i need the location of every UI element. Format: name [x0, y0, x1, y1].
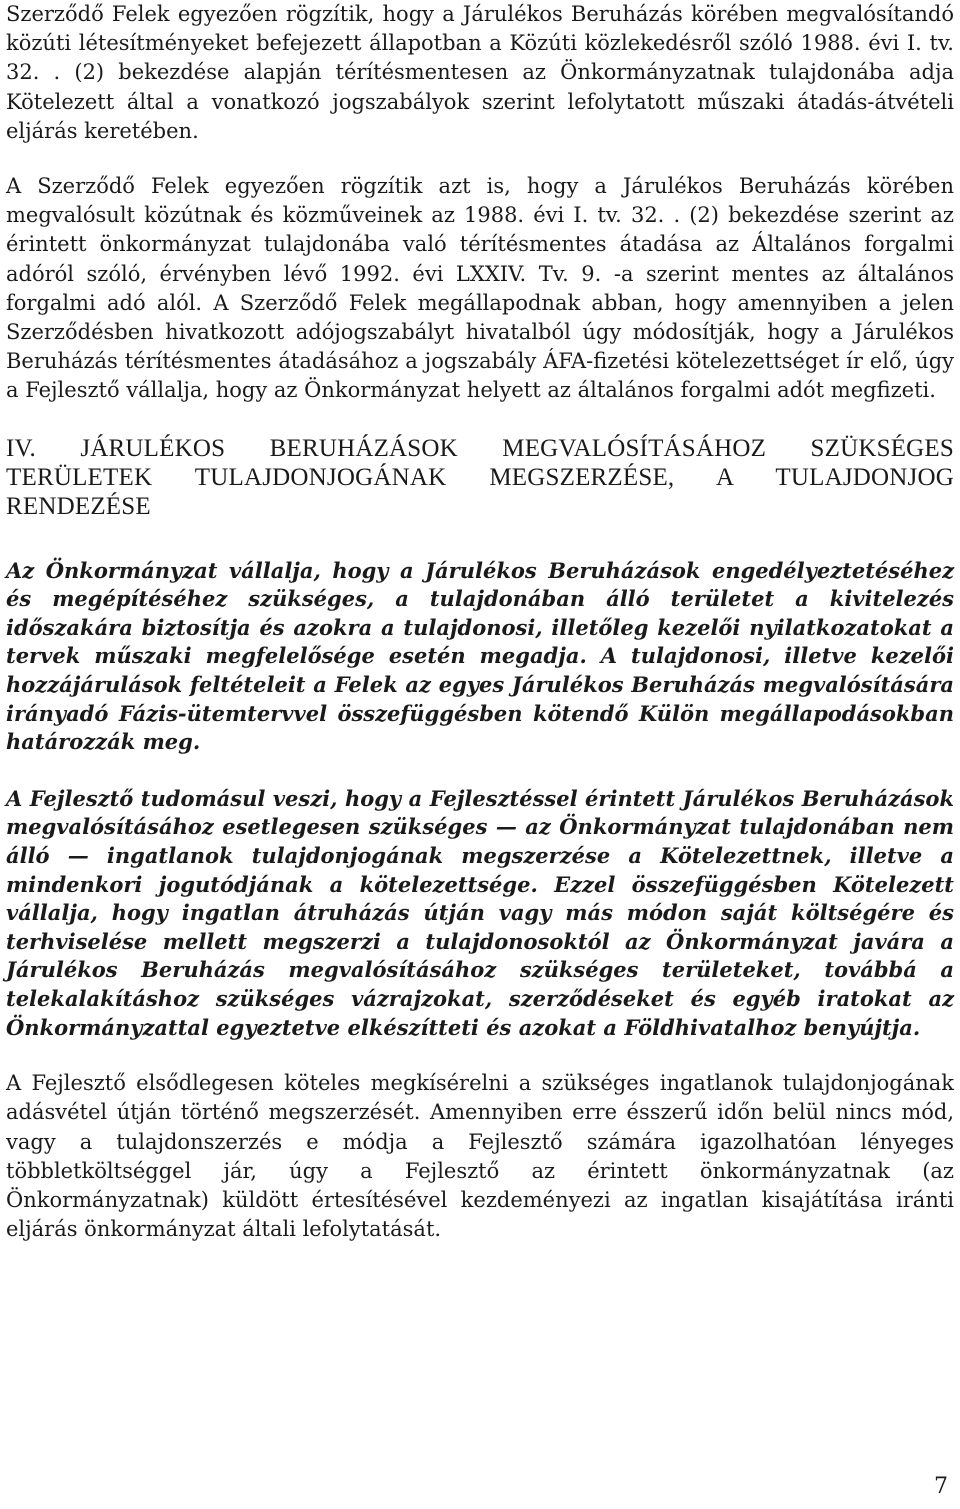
document-page: [6, 0, 954, 1244]
paragraph-acquisition-procedure: A Fejlesztő elsődlegesen köteles megkísérelni a szükséges ingatlanok tulajdonjogának adásvétel útján történő megszerzését. Amennyiben erre ésszerű időn belül nincs mód, vagy a tulajdonszerzés e módja a Fejlesztő számára igazolhatóan lényeges többletköltséggel jár, úgy a Fejlesztő az érintett önkormányzatnak (az Önkormányzatnak) küldött értesítésével kezdeményezi az ingatlan kisajátítása iránti eljárás önkormányzat általi lefolytatását.: [6, 1071, 954, 1242]
paragraph-municipality-obligations: Az Önkormányzat vállalja, hogy a Járulékos Beruházások engedélyeztetéséhez és megépítéséhez szükséges, a tulajdonában álló területet a kivitelezés időszakára biztosítja és azokra a tulajdonosi, illetőleg kezelői nyilatkozatokat a tervek műszaki megfelelősége esetén megadja. A tulajdonosi, illetve kezelői hozzájárulások feltételeit a Felek az egyes Járulékos Beruházás megvalósítására irányadó Fázis-ütemtervvel összefüggésben kötendő Külön megállapodásokban határozzák meg.: [6, 557, 954, 755]
section-heading-iv: IV. JÁRULÉKOS BERUHÁZÁSOK MEGVALÓSÍTÁSÁHOZ SZÜKSÉGES TERÜLETEK TULAJDONJOGÁNAK MEGSZERZÉSE, A TULAJDONJOG RENDEZÉSE: [6, 434, 954, 520]
paragraph-developer-acknowledgement: A Fejlesztő tudomásul veszi, hogy a Fejlesztéssel érintett Járulékos Beruházások megvalósításához esetlegesen szükséges — az Önkormányzat tulajdonában nem álló — ingatlanok tulajdonjogának megszerzése a Kötelezettnek, illetve a mindenkori jogutódjának a kötelezettsége. Ezzel összefüggésben Kötelezett vállalja, hogy ingatlan átruházás útján vagy más módon saját költségére és terhviselése mellett megszerzi a tulajdonosoktól az Önkormányzat javára a Járulékos Beruházás megvalósításához szükséges területeket, továbbá a telekalakításhoz szükséges vázrajzokat, szerződéseket és egyéb iratokat az Önkormányzattal egyeztetve elkészítteti és azokat a Földhivatalhoz benyújtja.: [6, 785, 954, 1040]
paragraph-vat-exemption: A Szerződő Felek egyezően rögzítik azt is, hogy a Járulékos Beruházás körében megvalósult közútnak és közműveinek az 1988. évi I. tv. 32. . (2) bekezdése szerint az érintett önkormányzat tulajdonába való térítésmentes átadása az Általános forgalmi adóról szóló, érvényben lévő 1992. évi LXXIV. Tv. 9. -a szerint mentes az általános forgalmi adó alól. A Szerződő Felek megállapodnak abban, hogy amennyiben a jelen Szerződésben hivatkozott adójogszabályt hivatalból úgy módosítják, hogy a Járulékos Beruházás térítésmentes átadásához a jogszabály ÁFA-fizetési kötelezettséget ír elő, úgy a Fejlesztő vállalja, hogy az Önkormányzat helyett az általános forgalmi adót megfizeti.: [6, 174, 954, 403]
page-number: 7: [934, 1474, 948, 1499]
paragraph-transfer-of-roads: Szerződő Felek egyezően rögzítik, hogy a Járulékos Beruházás körében megvalósítandó közúti létesítményeket befejezett állapotban a Közúti közlekedésről szóló 1988. évi I. tv. 32. . (2) bekezdése alapján térítésmentesen az Önkormányzatnak tulajdonába adja Kötelezett által a vonatkozó jogszabályok szerint lefolytatott műszaki átadás-átvételi eljárás keretében.: [6, 2, 954, 143]
